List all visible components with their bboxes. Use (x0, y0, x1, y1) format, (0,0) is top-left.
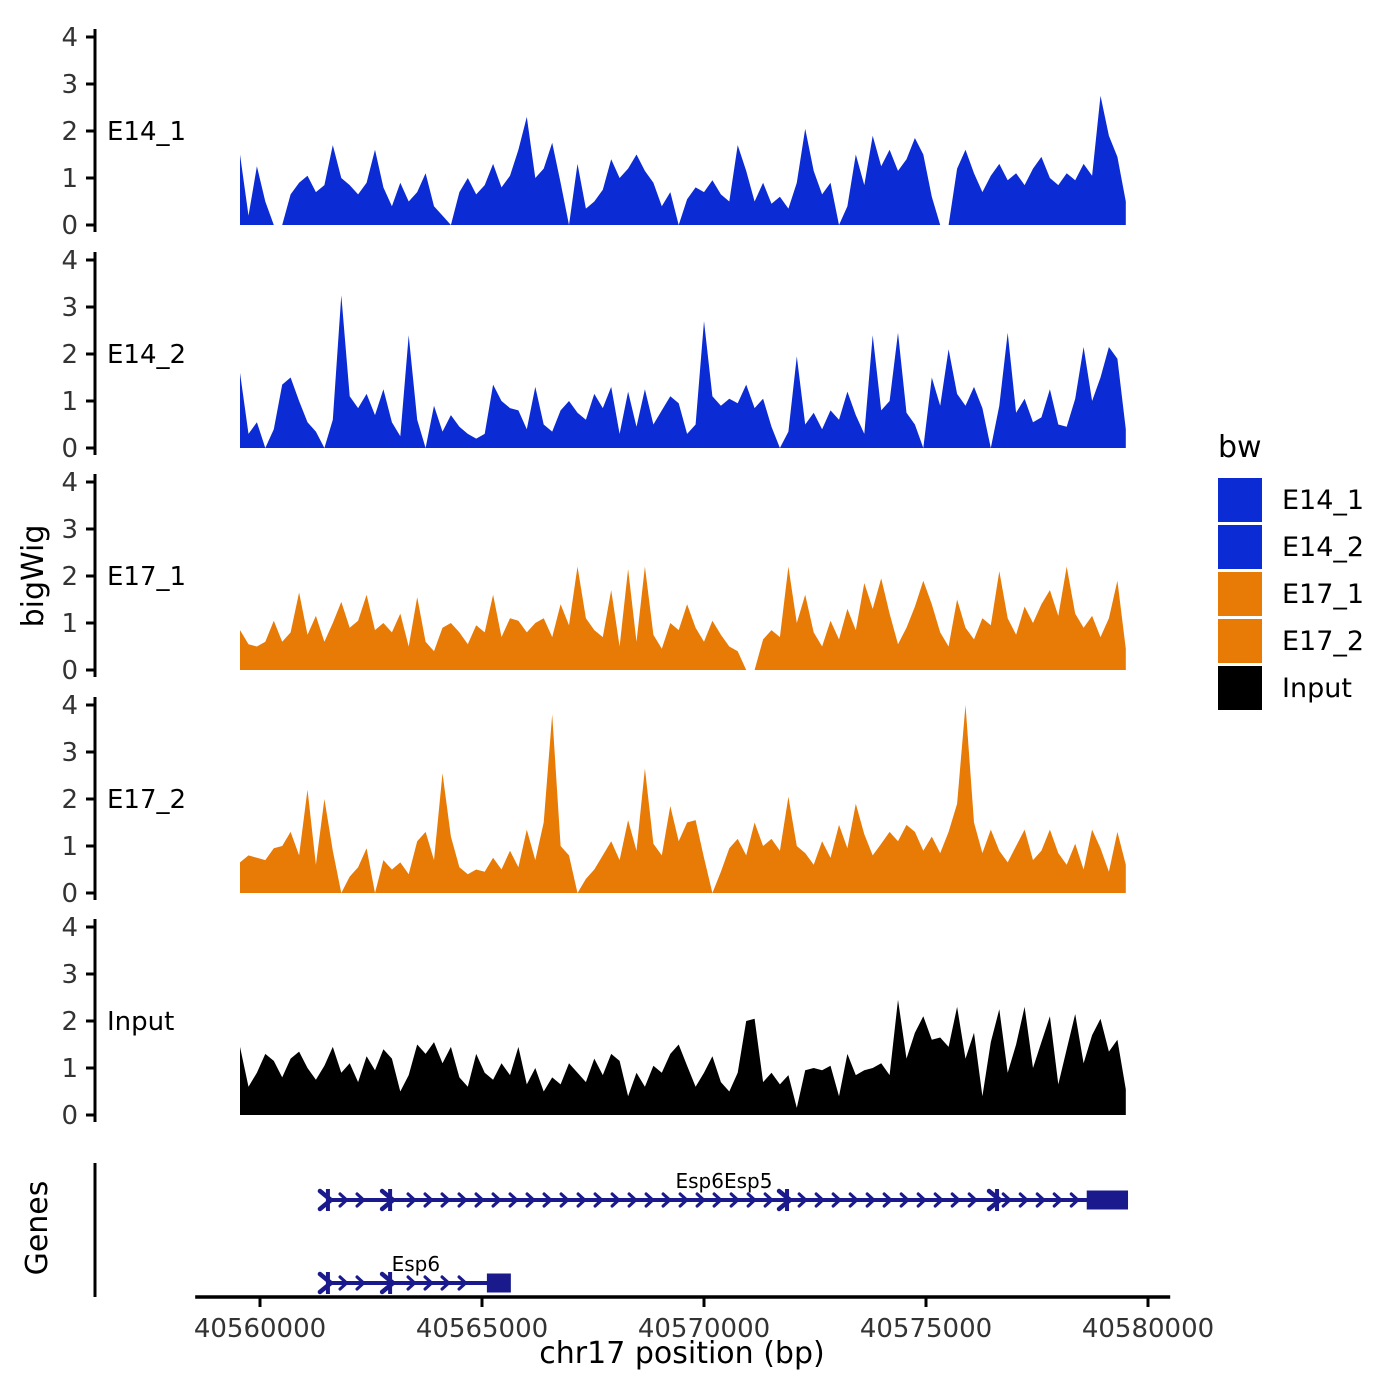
y-axis (61, 693, 95, 905)
y-axis (61, 470, 95, 682)
y-tick-label: 3 (61, 70, 78, 100)
y-tick-label: 2 (61, 1007, 78, 1037)
gene-exon-box (487, 1274, 511, 1293)
legend-label: E17_2 (1282, 625, 1365, 657)
legend-label: E17_1 (1282, 578, 1365, 610)
y-tick-label: 2 (61, 340, 78, 370)
y-tick-label: 1 (61, 609, 78, 639)
track-label-E17_2: E17_2 (107, 785, 187, 815)
y-tick-label: 4 (61, 248, 78, 276)
y-axis (61, 25, 95, 237)
track-panel-E17_1 (0, 470, 1210, 682)
coverage-area-E14_2 (240, 295, 1126, 448)
y-tick-label: 1 (61, 832, 78, 862)
coverage-area-E17_1 (240, 567, 1126, 670)
track-panel-Input (0, 915, 1210, 1127)
legend-item-Input (1218, 666, 1364, 710)
y-tick-label: 0 (61, 656, 78, 682)
legend-swatch-E14_2 (1218, 525, 1262, 569)
y-tick-label: 0 (61, 211, 78, 237)
legend-swatch-Input (1218, 666, 1262, 710)
gene-label-Esp6: Esp6 (391, 1252, 441, 1276)
coverage-area-E17_2 (240, 705, 1126, 893)
track-label-E14_2: E14_2 (107, 340, 187, 370)
legend-swatch-E14_1 (1218, 478, 1262, 522)
x-axis-title: chr17 position (bp) (539, 1336, 825, 1371)
gene-exon-box (1087, 1191, 1128, 1210)
legend-item-E17_1 (1218, 572, 1364, 616)
legend-item-E14_2 (1218, 525, 1364, 569)
gene-model-Esp6 (320, 1252, 511, 1294)
track-panel-E17_2 (0, 693, 1210, 905)
y-tick-label: 2 (61, 117, 78, 147)
y-tick-label: 4 (61, 915, 78, 943)
y-tick-label: 2 (61, 562, 78, 592)
y-tick-label: 1 (61, 164, 78, 194)
x-tick-label: 40575000 (859, 1314, 993, 1344)
y-tick-label: 3 (61, 515, 78, 545)
genes-axis-title: Genes (20, 1180, 55, 1276)
track-label-E17_1: E17_1 (107, 562, 187, 592)
y-tick-label: 1 (61, 387, 78, 417)
coverage-area-E14_1 (240, 96, 1126, 225)
legend-title: bw (1218, 430, 1262, 465)
y-tick-label: 4 (61, 470, 78, 498)
y-tick-label: 4 (61, 25, 78, 53)
x-tick-label: 40580000 (1081, 1314, 1215, 1344)
legend-label: E14_1 (1282, 484, 1365, 516)
gene-model-Esp6Esp5 (320, 1169, 1128, 1211)
x-tick-label: 40560000 (193, 1314, 327, 1344)
legend-swatch-E17_2 (1218, 619, 1262, 663)
x-tick-label: 40565000 (415, 1314, 549, 1344)
y-tick-label: 3 (61, 293, 78, 323)
track-label-E14_1: E14_1 (107, 117, 187, 147)
y-tick-label: 3 (61, 738, 78, 768)
y-tick-label: 1 (61, 1054, 78, 1084)
track-label-Input: Input (107, 1007, 175, 1037)
track-panel-E14_2 (0, 248, 1210, 460)
y-tick-label: 3 (61, 960, 78, 990)
y-tick-label: 0 (61, 879, 78, 905)
y-axis-title: bigWig (16, 524, 51, 628)
legend-item-E17_2 (1218, 619, 1364, 663)
y-tick-label: 4 (61, 693, 78, 721)
legend-label: E14_2 (1282, 531, 1365, 563)
genes-panel (0, 1150, 1210, 1310)
legend-swatch-E17_1 (1218, 572, 1262, 616)
legend-item-E14_1 (1218, 478, 1364, 522)
y-tick-label: 2 (61, 785, 78, 815)
y-tick-label: 0 (61, 1101, 78, 1127)
y-tick-label: 0 (61, 434, 78, 460)
x-tick-label: 40570000 (637, 1314, 771, 1344)
y-axis (61, 915, 95, 1127)
legend (1218, 478, 1364, 713)
track-panel-E14_1 (0, 25, 1210, 237)
gene-label-Esp6Esp5: Esp6Esp5 (675, 1169, 773, 1193)
coverage-area-Input (240, 1000, 1126, 1115)
legend-label: Input (1282, 672, 1352, 704)
y-axis (61, 248, 95, 460)
